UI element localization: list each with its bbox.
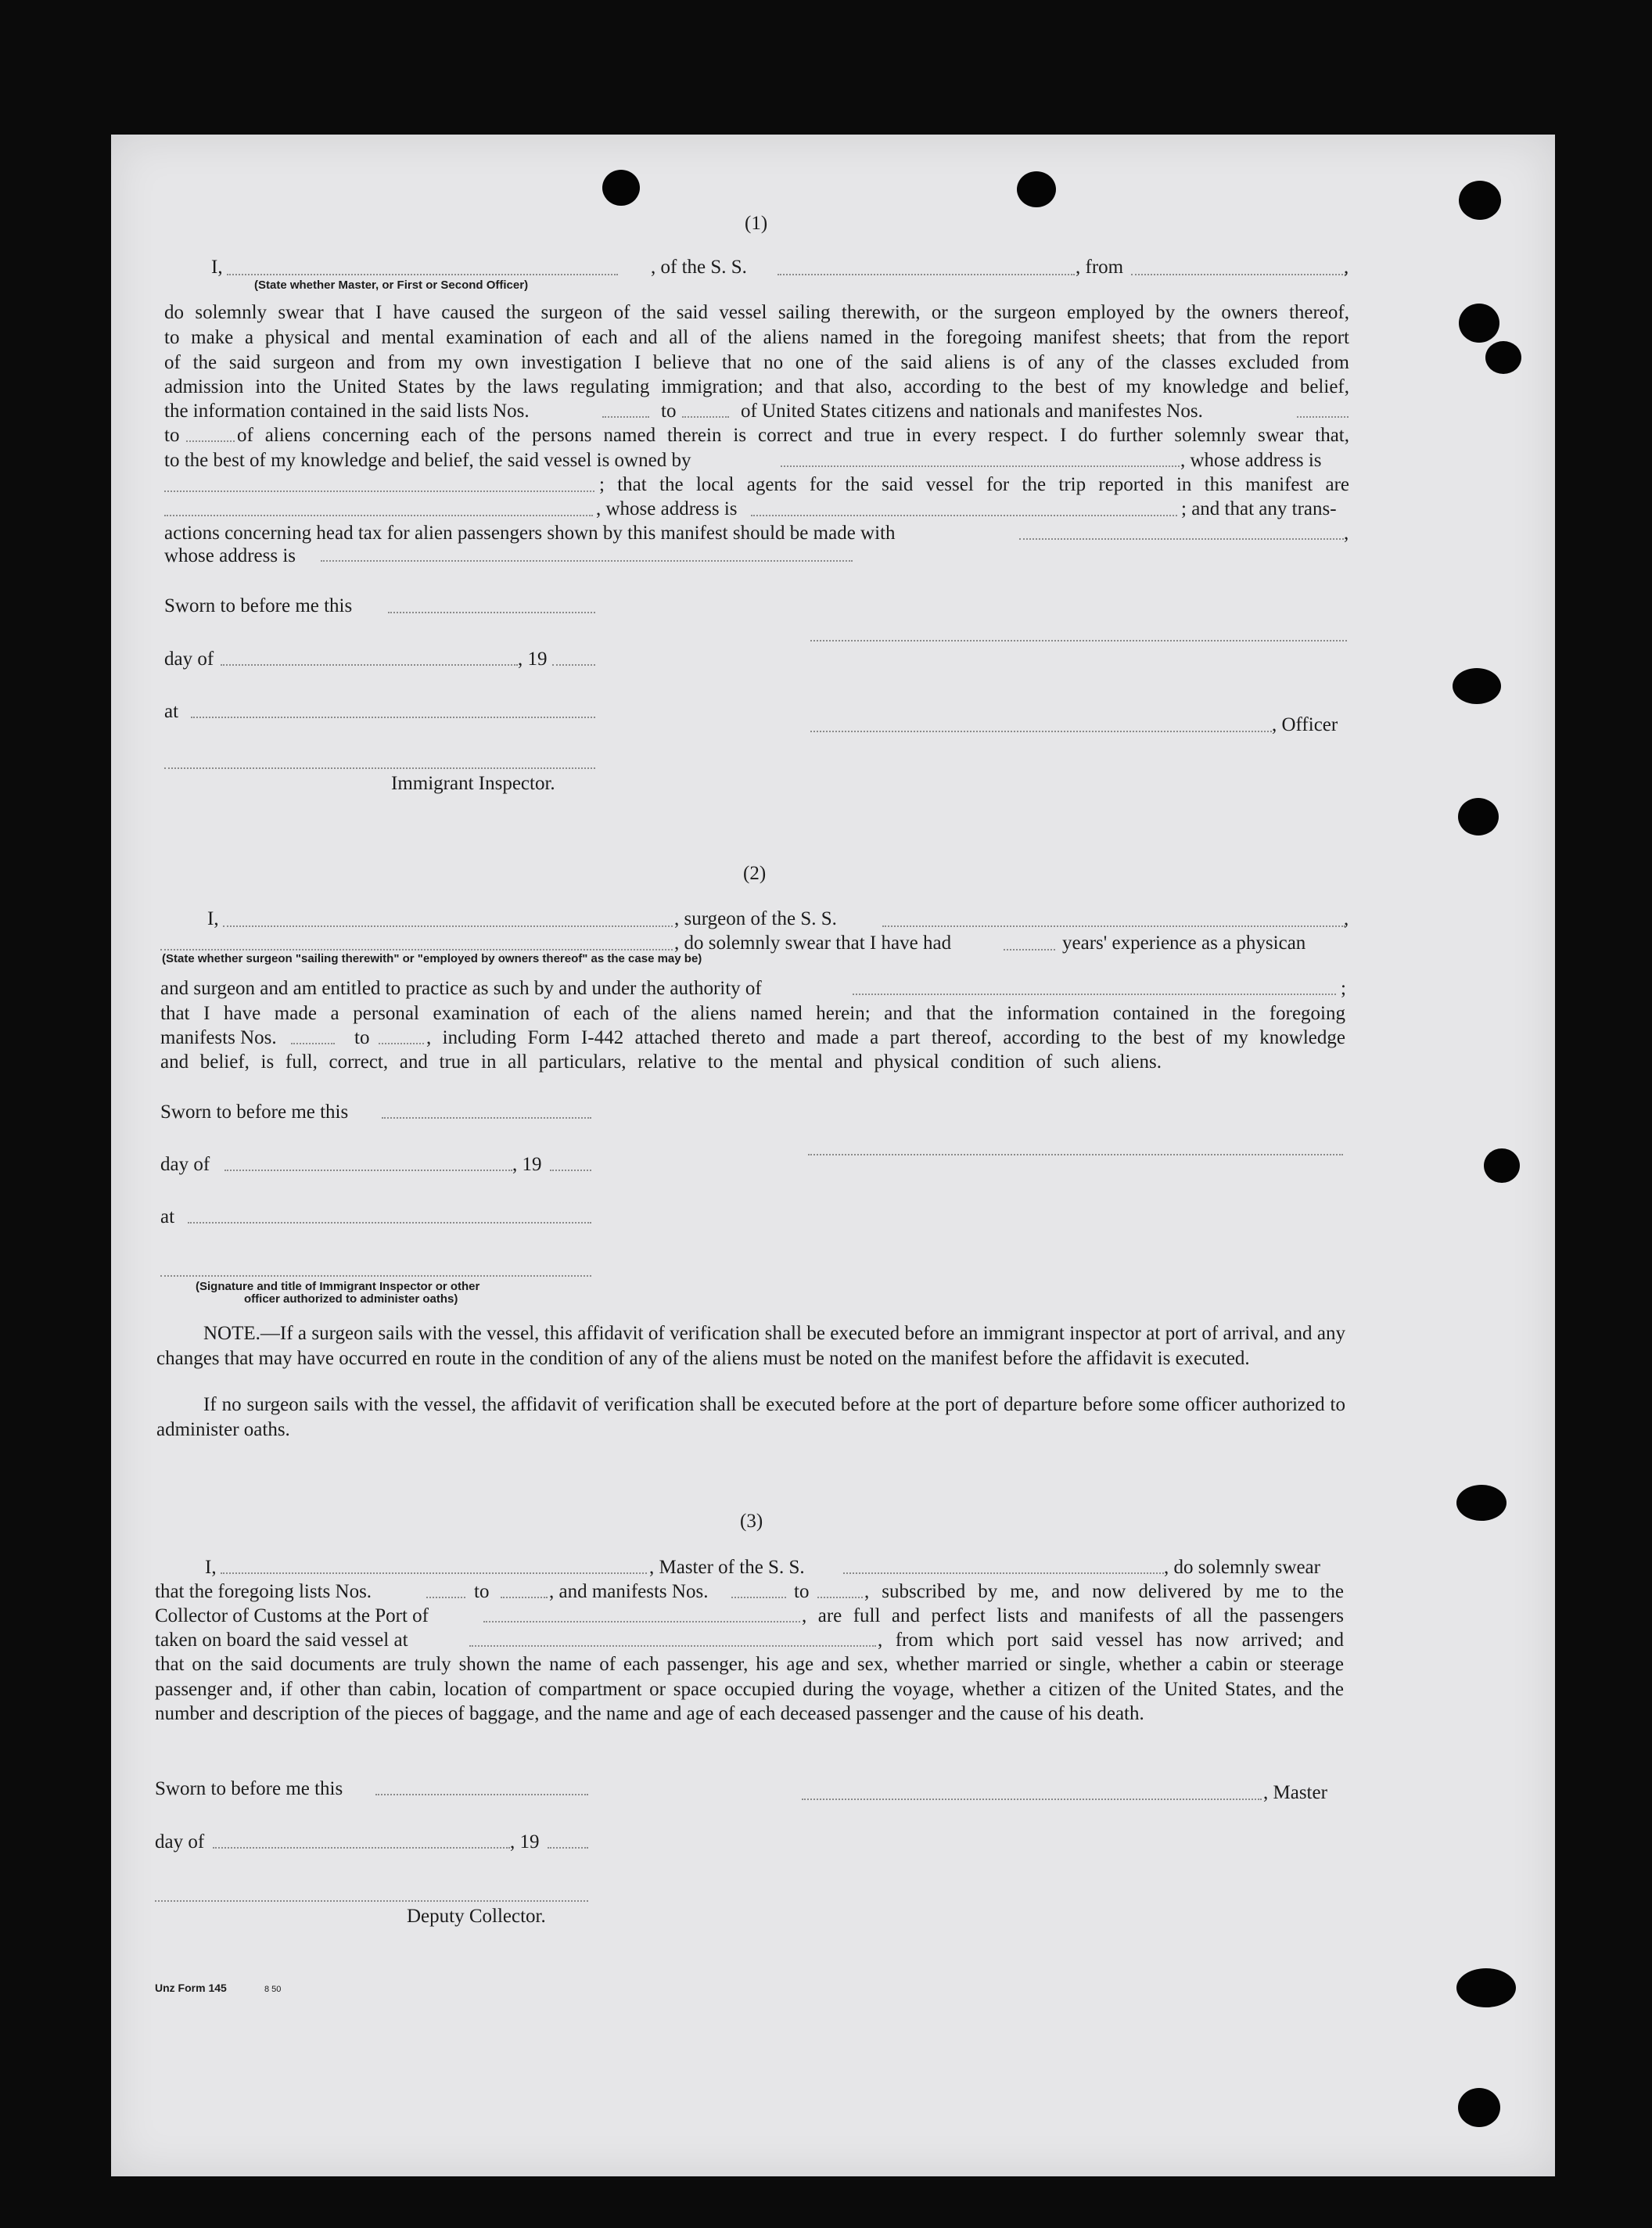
punch-hole-right-8 [1456, 1968, 1516, 2007]
belief-line: and belief, is full, correct, and true in all particulars, relative to the mental and physical condition of such aliens. [160, 1051, 1162, 1073]
at-label-2: at [160, 1206, 175, 1227]
manifests-label: manifests Nos. [160, 1027, 277, 1048]
punch-hole-right-9 [1458, 2088, 1500, 2127]
master-signature-line[interactable] [802, 1799, 1262, 1800]
sworn-date-field-1[interactable] [388, 612, 595, 613]
sworn-label-2: Sworn to before me this [160, 1101, 349, 1123]
authority-label: and surgeon and am entitled to practice as such by and under the authority of [160, 978, 762, 999]
head-tax-comma: , [1344, 523, 1349, 544]
section-2-number: (2) [743, 863, 767, 884]
surgeon-state-note: (State whether surgeon "sailing therewith" or "employed by owners thereof" as the case may be) [162, 952, 702, 965]
sworn-label-3: Sworn to before me this [155, 1778, 343, 1799]
surgeon-status-field[interactable] [160, 949, 673, 950]
punch-hole-top-left [602, 170, 640, 206]
section-3-manifests-to-field[interactable] [817, 1597, 863, 1598]
head-tax-address-field[interactable] [321, 560, 853, 562]
section-3-lists-to-field[interactable] [501, 1597, 548, 1598]
punch-hole-right-5 [1458, 798, 1499, 836]
head-tax-party-field[interactable] [1019, 538, 1344, 540]
signature-note-2: officer authorized to administer oaths) [244, 1292, 458, 1306]
form-id: Unz Form 145 [155, 1982, 227, 1994]
year-label-1: , 19 [518, 649, 548, 670]
whose-address-label-2: , whose address is [596, 498, 738, 519]
trans-label: ; and that any trans- [1181, 498, 1337, 519]
master-vessel-field[interactable] [843, 1572, 1164, 1574]
oath-line-4: admission into the United States by the laws regulating immigration; and that also, according to the best of my knowledge and belief, [164, 376, 1349, 397]
authority-field[interactable] [853, 994, 1336, 995]
surgeon-vessel-field[interactable] [882, 925, 1345, 927]
deputy-collector-signature-line[interactable] [155, 1900, 588, 1902]
year-field-1[interactable] [552, 664, 595, 666]
info-label: the information contained in the said lists Nos. [164, 401, 530, 422]
citizens-label: of United States citizens and nationals and manifestes Nos. [741, 401, 1203, 422]
owner-name-field[interactable] [781, 465, 1180, 467]
sworn-date-field-3[interactable] [375, 1794, 588, 1795]
surgeon-name-field[interactable] [223, 925, 673, 927]
punch-hole-right-3 [1485, 341, 1521, 374]
surgeon-signature-line[interactable] [808, 1154, 1343, 1155]
section-3-i-label: I, [205, 1557, 217, 1578]
day-of-field-3[interactable] [213, 1847, 510, 1849]
departure-port-field[interactable] [469, 1645, 876, 1647]
info-to-label: to [661, 401, 677, 422]
perfect-lists-label: , are full and perfect lists and manifests of all the passengers [802, 1605, 1344, 1626]
surgeon-of-label: , surgeon of the S. S. [674, 908, 837, 929]
punch-hole-right-7 [1456, 1485, 1507, 1521]
whose-address-label-3: whose address is [164, 545, 296, 566]
agents-address-field[interactable] [751, 515, 1177, 516]
manifests-no-to-field[interactable] [186, 440, 235, 442]
note-paragraph-1: NOTE.—If a surgeon sails with the vessel, this affidavit of verification shall be executed before an immigrant inspector at port of arrival, and any changes that may have occurred en route in the condition of any of the aliens must be noted on the manifest before the affidavit is executed. [156, 1323, 1345, 1369]
do-swear-label: , do solemnly swear [1164, 1557, 1320, 1578]
inspector-signature-line-2[interactable] [160, 1275, 591, 1277]
punch-hole-right-1 [1459, 181, 1501, 220]
section-3-manifests-to-label: to [794, 1581, 810, 1602]
day-of-label-1: day of [164, 649, 214, 670]
owner-address-field[interactable] [164, 491, 594, 492]
surgeon-comma: , [1344, 908, 1349, 929]
officer-name-field[interactable] [227, 274, 618, 275]
note-paragraph-2: If no surgeon sails with the vessel, the affidavit of verification shall be executed before at the port of departure before some officer authorized to administer oaths. [156, 1394, 1345, 1440]
from-port-field[interactable] [1131, 274, 1346, 275]
master-of-label: , Master of the S. S. [649, 1557, 805, 1578]
deputy-collector-label: Deputy Collector. [407, 1906, 546, 1927]
manifests-from-field[interactable] [291, 1043, 335, 1044]
punch-hole-right-2 [1459, 304, 1499, 343]
at-place-field-2[interactable] [188, 1222, 591, 1224]
punch-hole-right-6 [1484, 1148, 1520, 1183]
oath-line-2: to make a physical and mental examination of each and all of the aliens named in the foregoing manifest sheets; that from the report [164, 327, 1349, 348]
officer-label: , Officer [1272, 714, 1338, 735]
year-label-2: , 19 [512, 1154, 542, 1175]
manifests-to-field[interactable] [379, 1043, 424, 1044]
section-2-i-label: I, [207, 908, 219, 929]
at-place-field-1[interactable] [191, 717, 595, 718]
manifests-no-from-field[interactable] [1297, 416, 1349, 418]
year-field-2[interactable] [550, 1170, 591, 1171]
owned-label: to the best of my knowledge and belief, the said vessel is owned by [164, 450, 691, 471]
head-tax-label: actions concerning head tax for alien passengers shown by this manifest should be made with [164, 523, 896, 544]
section-1-i-label: I, [211, 257, 223, 278]
oath-line-3: of the said surgeon and from my own investigation I believe that no one of the said aliens is of any of the classes excluded from [164, 352, 1349, 373]
vessel-name-field[interactable] [778, 274, 1075, 275]
section-3-lists-from-field[interactable] [426, 1597, 465, 1598]
lists-no-from-field[interactable] [602, 416, 649, 418]
year-field-3[interactable] [548, 1847, 588, 1849]
years-experience-label: years' experience as a physican [1062, 933, 1306, 954]
form-code: 8 50 [264, 1985, 282, 1994]
from-label: , from [1076, 257, 1124, 278]
swear-label: , do solemnly swear that I have had [674, 933, 952, 954]
documents-paragraph: that on the said documents are truly shown the name of each passenger, his age and sex, whether married or single, whether a cabin or steerage passenger and, if other than cabin, location of compartment or space occupied during the voyage, whether a citizen of the United States, and the number and description of the pieces of baggage, and the name and age of each deceased passenger and the cause of his death. [155, 1654, 1344, 1724]
collector-label: Collector of Customs at the Port of [155, 1605, 429, 1626]
agents-label: ; that the local agents for the said vessel for the trip reported in this manifest are [599, 474, 1349, 495]
day-of-field-2[interactable] [224, 1170, 512, 1171]
lists-label: that the foregoing lists Nos. [155, 1581, 372, 1602]
punch-hole-top-center [1017, 171, 1056, 207]
at-label-1: at [164, 701, 179, 722]
agents-name-field[interactable] [164, 515, 593, 516]
day-of-label-2: day of [160, 1154, 210, 1175]
authority-semicolon: ; [1341, 978, 1346, 999]
section-3-manifests-from-field[interactable] [731, 1597, 786, 1598]
officer-state-note: (State whether Master, or First or Second Officer) [254, 278, 529, 292]
aliens-text: of aliens concerning each of the persons named therein is correct and true in every respect. I do further solemnly swear that, [237, 425, 1349, 446]
section-1-number: (1) [745, 213, 768, 234]
of-the-ss-label: , of the S. S. [651, 257, 747, 278]
lists-no-to-field[interactable] [682, 416, 729, 418]
officer-signature-line[interactable] [810, 640, 1347, 641]
inspector-signature-line-1[interactable] [164, 767, 595, 769]
collector-port-field[interactable] [483, 1621, 800, 1622]
years-experience-field[interactable] [1004, 949, 1055, 950]
sworn-label-1: Sworn to before me this [164, 595, 353, 616]
section-3-lists-to-label: to [474, 1581, 490, 1602]
arrived-label: , from which port said vessel has now arrived; and [878, 1630, 1344, 1651]
officer-title-field[interactable] [810, 731, 1272, 732]
sworn-date-field-2[interactable] [382, 1117, 591, 1119]
day-of-field-1[interactable] [221, 664, 518, 666]
year-label-3: , 19 [510, 1831, 540, 1852]
immigrant-inspector-label: Immigrant Inspector. [391, 773, 555, 794]
subscribed-label: , subscribed by me, and now delivered by me to the [864, 1581, 1344, 1602]
to-label: to [164, 425, 180, 446]
master-name-field[interactable] [221, 1572, 647, 1574]
including-form-text: , including Form I-442 attached thereto and made a part thereof, according to the best of my knowledge [426, 1027, 1345, 1048]
section-3-number: (3) [740, 1511, 763, 1532]
day-of-label-3: day of [155, 1831, 205, 1852]
taken-label: taken on board the said vessel at [155, 1630, 408, 1651]
oath-line-1: do solemnly swear that I have caused the surgeon of the said vessel sailing therewith, or the surgeon employed by the owners thereof, [164, 302, 1349, 323]
master-label: , Master [1263, 1782, 1327, 1803]
whose-address-label-1: , whose address is [1180, 450, 1322, 471]
punch-hole-right-4 [1453, 668, 1501, 704]
personal-exam-line: that I have made a personal examination of each of the aliens named herein; and that the information contained in the foregoing [160, 1003, 1345, 1024]
and-manifests-label: , and manifests Nos. [549, 1581, 709, 1602]
manifests-to-label: to [354, 1027, 370, 1048]
signature-note-1: (Signature and title of Immigrant Inspector or other [196, 1280, 480, 1293]
from-comma: , [1344, 257, 1349, 278]
